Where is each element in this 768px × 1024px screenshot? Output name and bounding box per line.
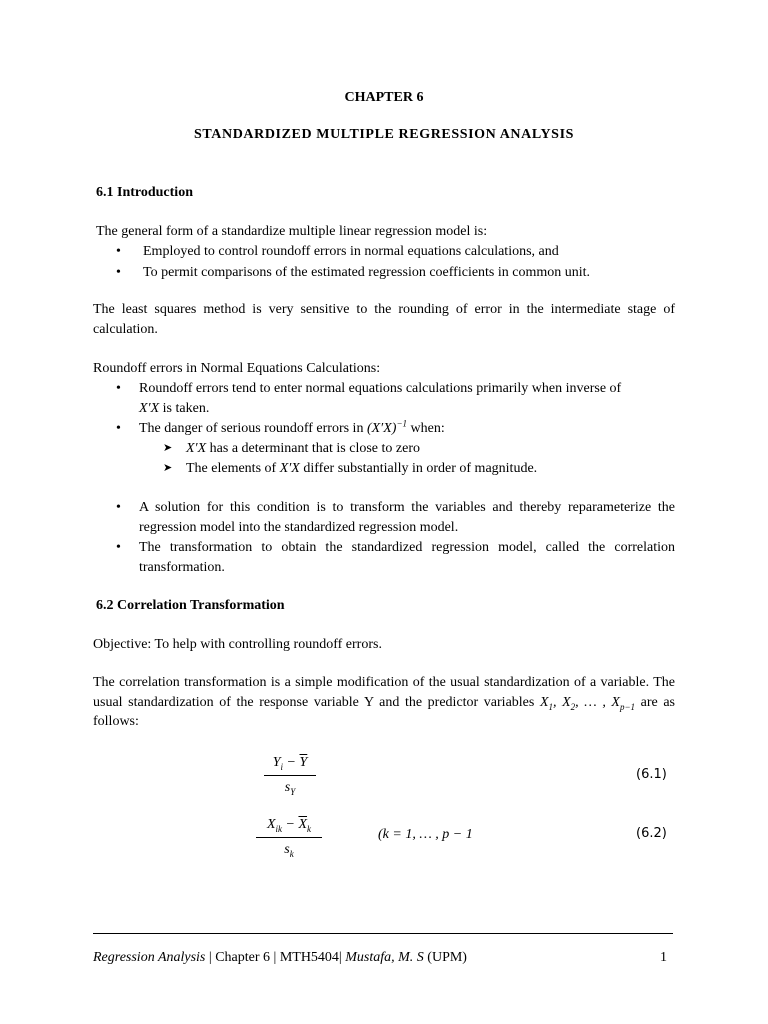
page-title: STANDARDIZED MULTIPLE REGRESSION ANALYSIS — [193, 127, 575, 142]
roundoff-label: Roundoff errors in Normal Equations Calculations: — [93, 361, 381, 376]
section-heading-introduction: 6.1 Introduction — [96, 185, 193, 200]
footer-divider — [93, 933, 673, 934]
footer-author: Mustafa, M. S — [345, 950, 424, 965]
page-number: 1 — [660, 950, 667, 965]
sub-list-item — [0, 439, 768, 459]
math-predictors: $X_1$, $X_2$, … , $X_{p-1}$ — [539, 694, 636, 712]
chapter-label: CHAPTER 6 — [344, 90, 424, 105]
arrow-bullet-icon: ➤ — [163, 462, 173, 474]
footer-book: Regression Analysis — [93, 950, 206, 965]
equation-6-2: $X_{ik} - \overline{X}_k$ $s_k$ — [256, 815, 322, 859]
math-xtx: X′X — [139, 400, 160, 416]
list-item-text-part: The danger of serious roundoff errors in — [139, 421, 364, 436]
intro-sentence: The general form of a standardize multiple linear regression model is: — [96, 224, 488, 239]
list-item-text-part: is taken. — [162, 400, 210, 416]
equation-number: (6.2) — [636, 826, 667, 841]
list-item-text: To permit comparisons of the estimated regression coefficients in common unit. — [143, 265, 591, 280]
section-heading-correlation: 6.2 Correlation Transformation — [96, 598, 285, 613]
paragraph-least-squares: The least squares method is very sensitive to the rounding of error in the intermediate stage of calculation. — [93, 302, 675, 337]
arrow-bullet-icon: ➤ — [163, 442, 173, 454]
paragraph-correlation: The correlation transformation is a simple modification of the usual standardization of a variable. The usual standardization of the response variable Y and the predictor variables $X_1$, $X_2$, … , $X_{p-1}$ are as follows: — [93, 675, 676, 730]
sub-list-item-text: The elements of X′X differ substantially in order of magnitude. — [186, 461, 538, 476]
page-footer — [93, 948, 667, 968]
math-xtx-inverse: $(X'X)^{-1}$ — [366, 418, 408, 436]
sub-list-item-text: X′X has a determinant that is close to zero — [186, 441, 420, 456]
list-item-text-part: when: — [410, 421, 445, 436]
list-item-text: A solution for this condition is to transform the variables and thereby reparameterize the regression model into the standardized regression model. — [139, 500, 675, 535]
footer-middle: | Chapter 6 | MTH5404| — [205, 950, 346, 965]
list-item-text-part: Roundoff errors tend to enter normal equations calculations primarily when inverse of — [139, 381, 622, 396]
equation-condition: (k = 1, … , p − 1 — [378, 827, 473, 842]
equation-6-1: $\frac{Y_i - \overline{Y}}{s_Y}$ — [264, 753, 316, 797]
list-item-text: The transformation to obtain the standardized regression model, called the correlation transformation. — [139, 540, 675, 575]
objective-line: Objective: To help with controlling roundoff errors. — [93, 637, 382, 652]
list-item-text: Employed to control roundoff errors in normal equations calculations, and — [143, 244, 559, 259]
list-item-text — [139, 419, 675, 439]
equation-number: (6.1) — [636, 767, 667, 782]
footer-affil: (UPM) — [423, 950, 467, 965]
sub-list-item — [0, 459, 768, 479]
list-item-text — [139, 379, 675, 418]
